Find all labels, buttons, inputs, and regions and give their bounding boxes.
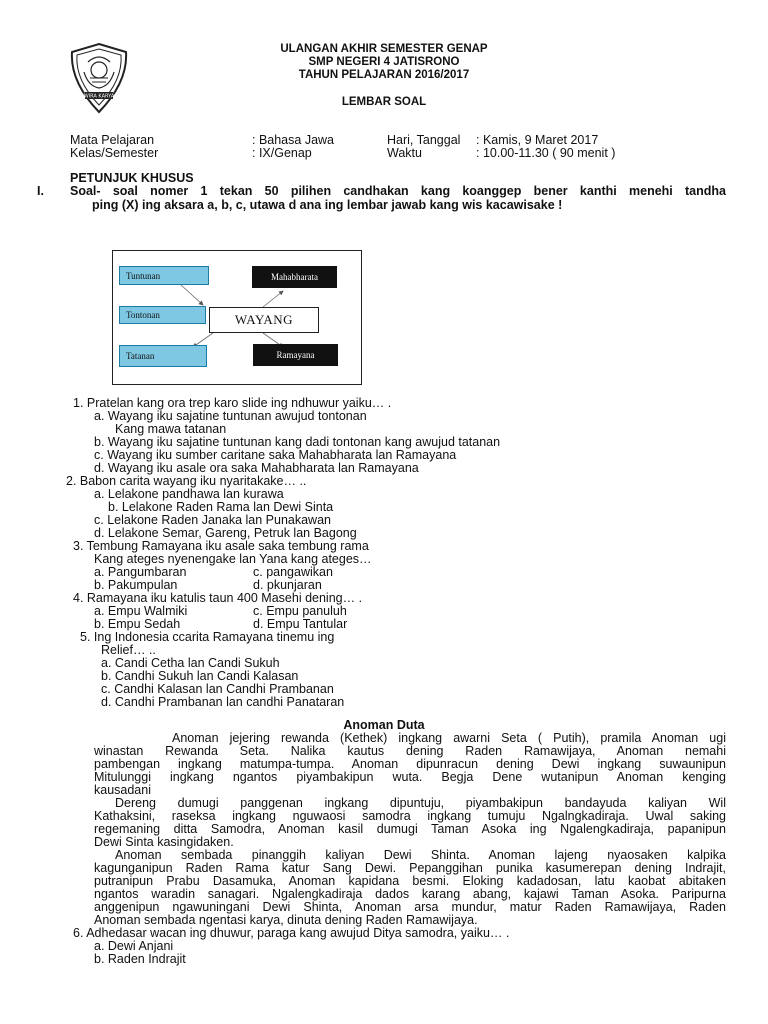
- q2-stem: 2. Babon carita wayang iku nyaritakake… ..: [66, 474, 307, 488]
- academic-year: TAHUN PELAJARAN 2016/2017: [298, 69, 470, 81]
- reading-p2-line-4: Dewi Sinta kasingidaken.: [94, 835, 234, 849]
- time-value: : 10.00-11.30 ( 90 menit ): [476, 146, 616, 160]
- time-label: Waktu: [387, 146, 422, 160]
- subject-value: : Bahasa Jawa: [252, 133, 334, 147]
- q1-option-a: a. Wayang iku sajatine tuntunan awujud tontonan: [94, 409, 367, 423]
- q2-option-c: c. Lelakone Raden Janaka lan Punakawan: [94, 513, 331, 527]
- q4-option-b: b. Empu Sedah: [94, 617, 181, 631]
- sheet-title: LEMBAR SOAL: [341, 96, 427, 108]
- logo-caption: WIRA KARYA: [83, 93, 115, 100]
- q5-option-d: d. Candhi Prambanan lan candhi Panataran: [101, 695, 345, 709]
- box-ramayana: Ramayana: [253, 344, 338, 366]
- exam-title: ULANGAN AKHIR SEMESTER GENAP: [280, 43, 488, 55]
- q4-option-a: a. Empu Walmiki: [94, 604, 188, 618]
- q1-option-d: d. Wayang iku asale ora saka Mahabharata lan Ramayana: [94, 461, 419, 475]
- box-tatanan: Tatanan: [119, 345, 207, 367]
- box-wayang: WAYANG: [209, 307, 319, 333]
- q6-option-a: a. Dewi Anjani: [94, 939, 174, 953]
- box-tuntunan: Tuntunan: [119, 266, 209, 285]
- q5-option-b: b. Candhi Sukuh lan Candi Kalasan: [101, 669, 299, 683]
- q1-option-a-cont: Kang mawa tatanan: [115, 422, 227, 436]
- q3-option-d: d. pkunjaran: [253, 578, 322, 592]
- reading-p1-line-2: winastan Rewanda Seta. Nalika kautus dening Raden Ramawijaya, Anoman nemahi: [94, 744, 726, 758]
- arrow-wayang-to-mahabharata: [263, 291, 283, 307]
- q3-stem-2: Kang ateges nyenengake lan Yana kang ateges…: [94, 552, 372, 566]
- class-label: Kelas/Semester: [70, 146, 159, 160]
- box-tontonan: Tontonan: [119, 306, 206, 324]
- q1-option-c: c. Wayang iku sumber caritane saka Mahabharata lan Ramayana: [94, 448, 457, 462]
- q5-stem-2: Relief… ..: [101, 643, 156, 657]
- reading-title: Anoman Duta: [343, 718, 425, 732]
- q5-option-c: c. Candhi Kalasan lan Candhi Prambanan: [101, 682, 334, 696]
- reading-p1-line-5: kausadani: [94, 783, 151, 797]
- reading-p3-line-5: anggenipun ngawuningani Dewi Shinta, Anoman arsa mundur, matur Raden Ramawijaya, Raden: [94, 900, 726, 914]
- reading-p1-line-3: pambengan ingkang matumpa-tumpa. Anoman dipunracun dening Dewi ingkang suwaunipun: [94, 757, 726, 771]
- reading-p2-line-1: Dereng dumugi panggenan ingkang dipuntuju, piyambakipun bandayuda kaliyan Wil: [115, 796, 726, 810]
- box-mahabharata: Mahabharata: [252, 266, 337, 288]
- q3-option-a: a. Pangumbaran: [94, 565, 187, 579]
- school-name: SMP NEGERI 4 JATISRONO: [308, 56, 460, 68]
- day-date-label: Hari, Tanggal: [387, 133, 461, 147]
- day-date-value: : Kamis, 9 Maret 2017: [476, 133, 599, 147]
- reading-p3-line-1: Anoman sembada pinanggih kaliyan Dewi Shinta. Anoman lajeng nyaosaken kalpika: [115, 848, 726, 862]
- q1-option-b: b. Wayang iku sajatine tuntunan kang dadi tontonan kang awujud tatanan: [94, 435, 501, 449]
- q2-option-a: a. Lelakone pandhawa lan kurawa: [94, 487, 284, 501]
- q5-option-a: a. Candi Cetha lan Candi Sukuh: [101, 656, 280, 670]
- section-numeral: I.: [37, 184, 44, 198]
- q3-stem-1: 3. Tembung Ramayana iku asale saka tembung rama: [73, 539, 369, 553]
- reading-p2-line-3: regemaning ditta Samodra, Anoman kasil dumugi Taman Asoka ing Ngalengkadiraja, papanipun: [94, 822, 726, 836]
- reading-p1-line-1: Anoman jejering rewanda (Kethek) ingkang awarni Seta ( Putih), pramila Anoman ugi: [172, 731, 726, 745]
- q3-option-c: c. pangawikan: [253, 565, 333, 579]
- q4-option-d: d. Empu Tantular: [253, 617, 348, 631]
- instructions-line-2: ping (X) ing aksara a, b, c, utawa d ana ing lembar jawab kang wis kacawisake !: [92, 198, 563, 212]
- q3-option-b: b. Pakumpulan: [94, 578, 178, 592]
- q4-stem: 4. Ramayana iku katulis taun 400 Masehi dening… .: [73, 591, 363, 605]
- q1-stem: 1. Pratelan kang ora trep karo slide ing ndhuwur yaiku… .: [73, 396, 392, 410]
- class-value: : IX/Genap: [252, 146, 312, 160]
- instructions-line-1: Soal- soal nomer 1 tekan 50 pilihen candhakan kang koanggep bener kanthi menehi tandha: [70, 184, 726, 198]
- q2-option-d: d. Lelakone Semar, Gareng, Petruk lan Bagong: [94, 526, 357, 540]
- q4-option-c: c. Empu panuluh: [253, 604, 347, 618]
- q6-option-b: b. Raden Indrajit: [94, 952, 186, 966]
- instructions-title: PETUNJUK KHUSUS: [70, 171, 194, 185]
- reading-p1-line-4: Mitulunggi ingkang ngantos piyambakipun wuta. Begja Dene wutanipun Anoman kenging: [94, 770, 726, 784]
- wayang-diagram: [112, 250, 362, 385]
- arrow-tuntunan-to-tontonan: [181, 285, 203, 305]
- q5-stem-1: 5. Ing Indonesia ccarita Ramayana tinemu ing: [80, 630, 335, 644]
- subject-label: Mata Pelajaran: [70, 133, 155, 147]
- reading-p3-line-2: kagunganipun Raden Rama katur Sang Dewi. Pepanggihan punika kasumerepan dening Indrajit,: [94, 861, 726, 875]
- q6-stem: 6. Adhedasar wacan ing dhuwur, paraga kang awujud Ditya samodra, yaiku… .: [73, 926, 510, 940]
- reading-p2-line-2: Kathaksini, raseksa ingkang nguwaosi samodra ingkang tumuju Ngalngkadiraja. Uwal saking: [94, 809, 726, 823]
- reading-p3-line-3: putranipun Prabu Dasamuka, Anoman kapidana besmi. Eloking kadadosan, latu kaobat abitaken: [94, 874, 726, 888]
- reading-p3-line-6: Anoman sembada ngentasi karya, dinuta dening Raden Ramawijaya.: [94, 913, 478, 927]
- q2-option-b: b. Lelakone Raden Rama lan Dewi Sinta: [108, 500, 334, 514]
- reading-p3-line-4: ngantos waradin sanagari. Ngalengkadiraja dados karang abang, kajawi Taman Asoka. Paripurna: [94, 887, 726, 901]
